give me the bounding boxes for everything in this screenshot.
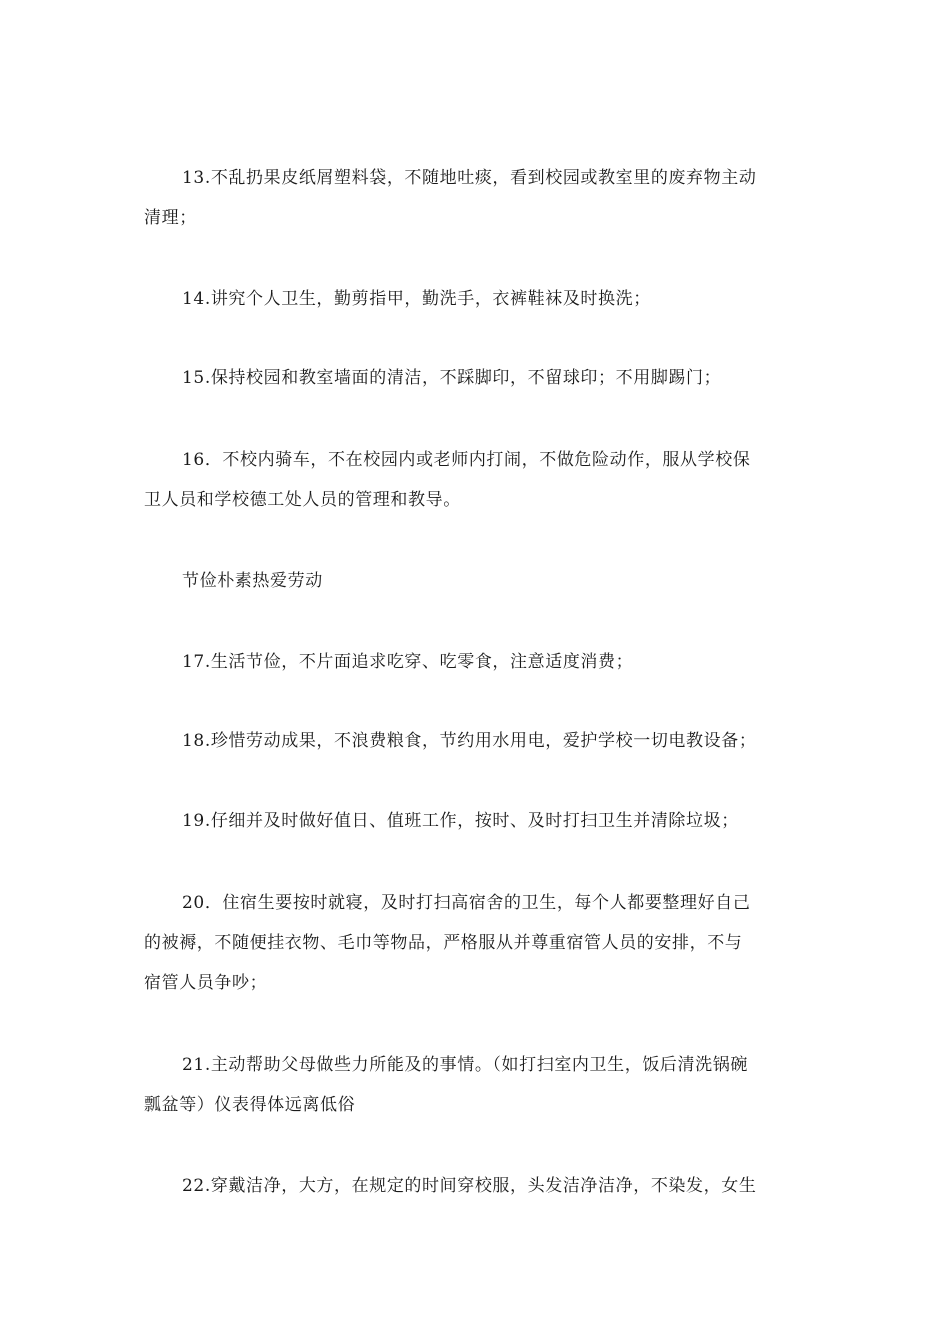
section-heading	[144, 561, 806, 601]
paragraph-line: 宿管人员争吵；	[144, 973, 268, 993]
paragraph-line: 13.不乱扔果皮纸屑塑料袋，不随地吐痰，看到校园或教室里的废弃物主动	[182, 168, 757, 188]
paragraph-item-15	[144, 358, 806, 398]
paragraph-line: 21.主动帮助父母做些力所能及的事情。（如打扫室内卫生，饭后清洗锅碗	[182, 1055, 748, 1075]
paragraph-item-21	[144, 1045, 806, 1125]
paragraph-item-19	[144, 801, 806, 841]
paragraph-line: 卫人员和学校德工处人员的管理和教导。	[144, 490, 461, 510]
paragraph-line: 19.仔细并及时做好值日、值班工作，按时、及时打扫卫生并清除垃圾；	[182, 811, 739, 831]
paragraph-item-17	[144, 642, 806, 682]
paragraph-line: 清理；	[144, 208, 197, 228]
paragraph-item-20	[144, 883, 806, 1003]
paragraph-item-16	[144, 440, 806, 520]
paragraph-line: 的被褥，不随便挂衣物、毛巾等物品，严格服从并尊重宿管人员的安排，不与	[144, 933, 743, 953]
paragraph-line: 17.生活节俭，不片面追求吃穿、吃零食，注意适度消费；	[182, 652, 634, 672]
paragraph-line: 18.珍惜劳动成果，不浪费粮食，节约用水用电，爱护学校一切电教设备；	[182, 731, 757, 751]
paragraph-line: 16．不校内骑车，不在校园内或老师内打闹，不做危险动作，服从学校保	[182, 450, 751, 470]
paragraph-line: 22.穿戴洁净，大方，在规定的时间穿校服，头发洁净洁净，不染发，女生	[182, 1176, 757, 1196]
paragraph-line: 瓢盆等）仪表得体远离低俗	[144, 1095, 356, 1115]
paragraph-line: 15.保持校园和教室墙面的清洁，不踩脚印，不留球印；不用脚踢门；	[182, 368, 722, 388]
paragraph-item-22	[144, 1166, 806, 1206]
paragraph-item-13	[144, 158, 806, 238]
paragraph-item-18	[144, 721, 806, 761]
paragraph-item-14	[144, 279, 806, 319]
paragraph-line: 20．住宿生要按时就寝，及时打扫高宿舍的卫生，每个人都要整理好自己	[182, 893, 751, 913]
paragraph-line: 14.讲究个人卫生，勤剪指甲，勤洗手，衣裤鞋袜及时换洗；	[182, 289, 651, 309]
paragraph-line: 节俭朴素热爱劳动	[182, 571, 323, 591]
